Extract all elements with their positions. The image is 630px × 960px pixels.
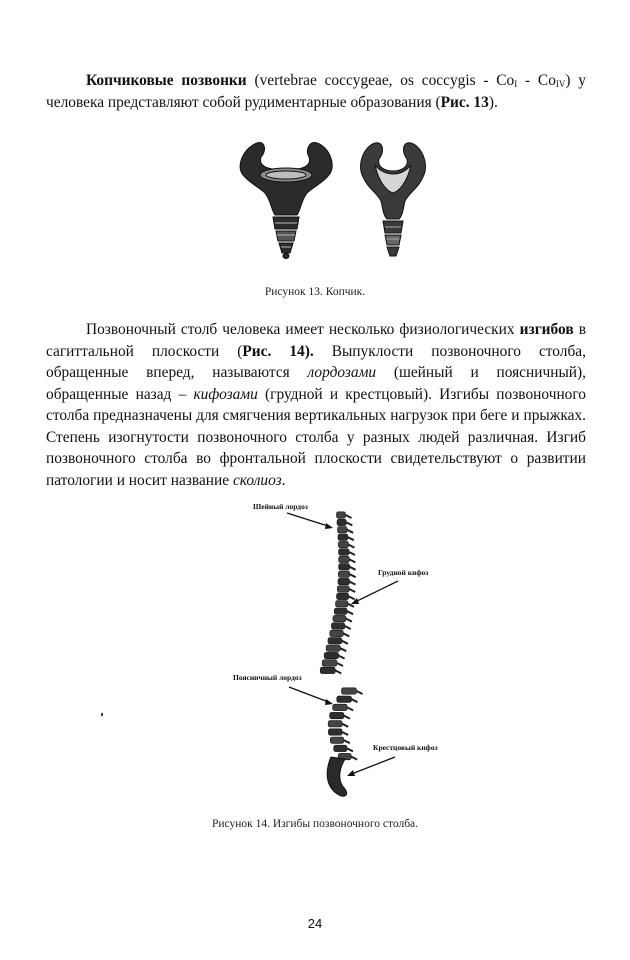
spine-upper-segment [320,512,355,674]
paragraph-coccygeal-vertebrae: Копчиковые позвонки (vertebrae coccygeae, os coccygis - $Co_I - Co_{IV}$) у человека представляют собой рудиментарные образования (Рис. 13). [46,72,586,111]
vertebra-process [339,656,345,659]
arrow-lumbar-lordosis [289,687,331,703]
vertebra-body [334,608,347,614]
vertebra-body [333,615,346,621]
vertebra-body [330,737,344,743]
vertebra-body [338,578,350,584]
vertebra-body [331,623,344,629]
vertebra-process [348,537,354,540]
vertebra-process [352,699,358,702]
vertebra-body [333,704,348,710]
vertebra-body [328,721,342,727]
coccyx-posterior-view [361,143,426,256]
vertebra-process [346,619,352,622]
spine-lower-segment [328,688,362,760]
vertebra-body [337,593,349,599]
figure-14-caption: Рисунок 14. Изгибы позвоночного столба. [211,818,419,830]
vertebra-body [338,571,349,577]
vertebra-body [336,601,348,607]
vertebra-body [326,645,340,651]
vertebra-body [338,527,348,533]
term-coccygeal-vertebrae: Копчиковые позвонки [86,72,247,89]
vertebra-process [344,716,350,719]
arrow-cervical-lordosis [287,513,331,527]
term-curves: изгибов [519,321,574,338]
figure-13-reference: Рис. 13 [440,93,489,111]
vertebra-process [350,582,356,585]
vertebra-body [330,630,344,636]
figure-13-caption: Рисунок 13. Копчик. [264,286,366,298]
vertebra-process [350,567,356,570]
vertebra-process [357,691,363,694]
page-number: 24 [307,916,323,931]
vertebra-body [337,696,352,702]
vertebra-body [328,638,342,644]
vertebra-process [335,670,341,673]
vertebra-process [348,545,354,548]
vertebra-process [347,611,353,614]
term-lordoses: лордозами [307,364,377,381]
vertebra-body [339,549,349,555]
vertebra-process [349,596,355,599]
vertebra-process [349,589,355,592]
vertebra-process [348,604,354,607]
vertebra-body [324,652,338,658]
label-sacral-kyphosis: Крестцовый кифоз [373,743,438,752]
vertebra-process [340,648,346,651]
vertebra-process [350,574,356,577]
vertebra-body [328,729,342,735]
vertebra-body [334,745,347,751]
vertebra-process [347,707,353,710]
vertebra-body [337,586,349,592]
vertebra-body [330,712,344,718]
vertebra-process [342,732,348,735]
vertebra-process [349,559,355,562]
vertebra-process [343,633,349,636]
coccyx-illustration [225,135,455,265]
vertebra-process [349,552,355,555]
label-cervical-lordosis: Шейный лордоз [253,502,308,511]
vertebra-body [338,534,348,540]
coccyx-anterior-view [240,142,332,258]
vertebra-body [337,512,346,518]
spinal-curves-illustration [233,495,455,810]
term-kyphoses: кифозами [193,385,258,403]
figure-14-reference: Рис. 14). [242,342,314,360]
arrowhead-lumbar-lordosis [325,699,333,705]
vertebra-process [345,626,351,629]
vertebra-body [337,519,346,525]
label-lumbar-lordosis: Поясничный лордоз [233,673,302,682]
vertebra-process [347,748,353,751]
vertebra-body [342,688,357,694]
sacrum-shape [327,757,346,796]
vertebra-body [338,541,348,547]
vertebra-process [337,663,343,666]
scan-speck [101,713,103,716]
label-thoracic-kyphosis: Грудной кифоз [378,568,429,577]
term-scoliosis: сколиоз [232,471,282,489]
arrowhead-cervical-lordosis [325,523,333,529]
paragraph-spinal-curves: Позвоночный столб человека имеет несколько физиологических изгибов в сагиттальной плоскости (Рис. 14). Выпуклости позвоночного столба, обращенные вперед, называются лордозами (шейный и поясничный), обращенные назад – кифозами (грудной и крестцовый). Изгибы позвоночного столба предназначены для смягчения вертикальных нагрузок при беге и прыжках. Степень изогнутости позвоночного столба у разных людей различная. Изгиб позвоночного столба во фронтальной плоскости свидетельствуют о развитии патологии и носит название сколиоз. [46,321,587,489]
vertebra-body [339,556,350,562]
vertebra-process [346,522,352,525]
vertebra-process [351,757,357,760]
vertebra-body [322,660,337,666]
vertebra-process [342,641,348,644]
arrowhead-sacral-kyphosis [347,770,355,776]
vertebra-process [342,724,348,727]
vertebra-body [339,564,350,570]
vertebra-process [347,530,353,533]
arrow-thoracic-kyphosis [353,581,398,603]
vertebra-process [346,515,352,518]
vertebra-process [344,740,350,743]
vertebra-body [320,667,335,673]
